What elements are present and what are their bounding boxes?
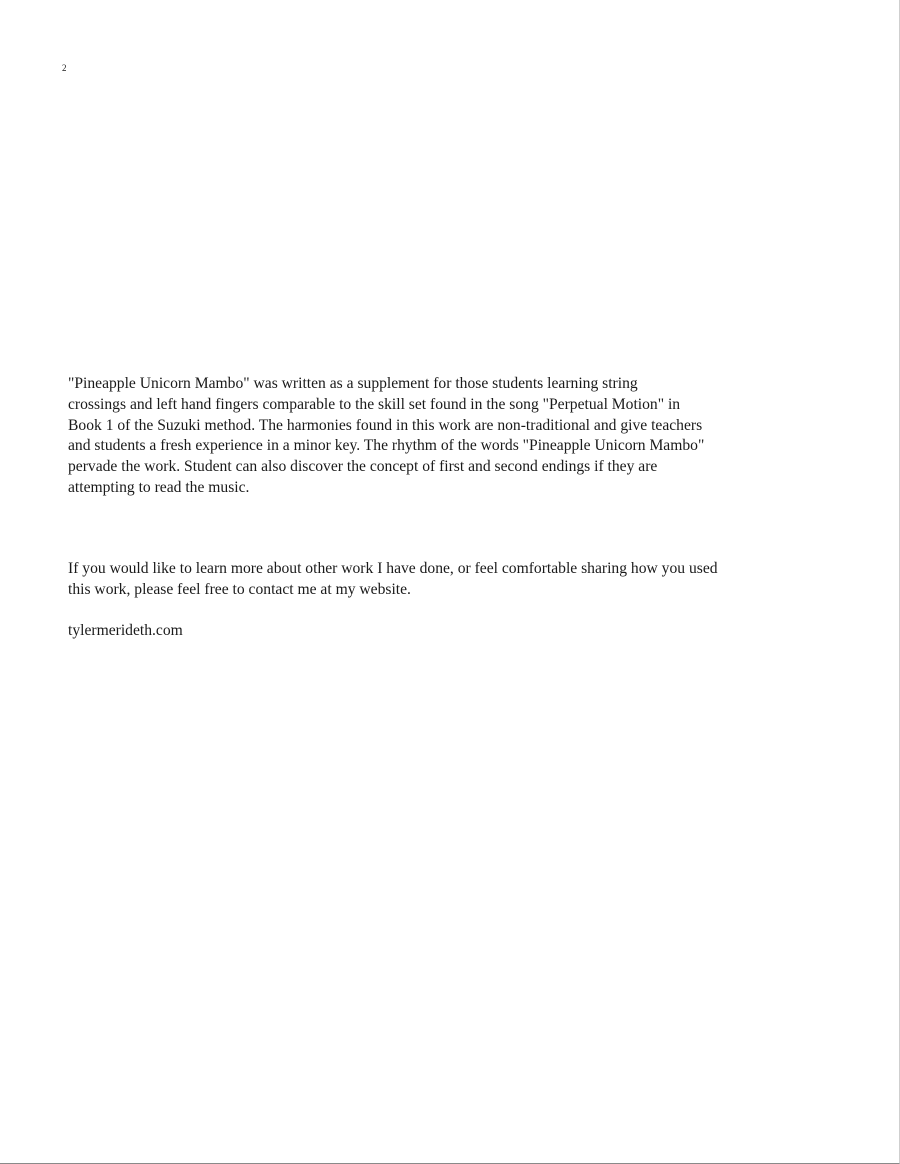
intro-line: "Pineapple Unicorn Mambo" was written as a supplement for those students learning string: [68, 375, 638, 392]
intro-line: and students a fresh experience in a minor key. The rhythm of the words "Pineapple Unicorn Mambo": [68, 437, 705, 455]
intro-paragraph: [68, 374, 848, 499]
website-text: tylermerideth.com: [68, 622, 183, 639]
contact-line: this work, please feel free to contact me at my website.: [68, 580, 411, 598]
intro-line: attempting to read the music.: [68, 478, 250, 496]
contact-paragraph: [68, 559, 848, 601]
intro-line: Book 1 of the Suzuki method. The harmonies found in this work are non-traditional and give teachers: [68, 416, 703, 434]
intro-line: pervade the work. Student can also discover the concept of first and second endings if they are: [68, 458, 658, 476]
contact-line: If you would like to learn more about other work I have done, or feel comfortable sharing how you used: [68, 560, 718, 577]
page-number: 2: [62, 63, 67, 73]
intro-line: crossings and left hand fingers comparable to the skill set found in the song "Perpetual Motion" in: [68, 395, 681, 413]
